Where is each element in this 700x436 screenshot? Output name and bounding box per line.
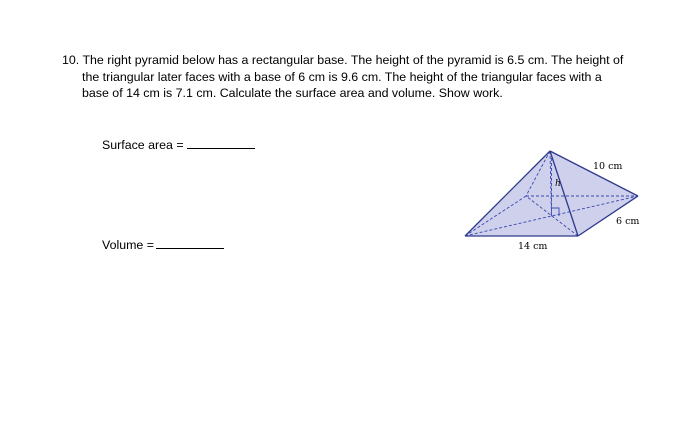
volume-answer — [102, 236, 224, 252]
label-6cm: 6 cm — [616, 216, 640, 227]
surface-area-blank[interactable] — [187, 136, 255, 149]
label-14cm: 14 cm — [518, 241, 548, 252]
surface-area-answer — [102, 136, 255, 152]
question-line-3: base of 14 cm is 7.1 cm. Calculate the surface area and volume. Show work. — [82, 86, 503, 100]
label-h: h — [555, 179, 561, 189]
question-text — [62, 52, 662, 102]
question-line-1: 10. The right pyramid below has a rectangular base. The height of the pyramid is 6.5 cm. The height of — [62, 53, 624, 67]
question-line-2: the triangular later faces with a base of 6 cm is 9.6 cm. The height of the triangular faces with a — [82, 69, 602, 84]
surface-area-label: Surface area = — [102, 138, 184, 152]
pyramid-figure — [460, 146, 650, 258]
volume-blank[interactable] — [156, 236, 224, 249]
volume-label: Volume = — [102, 238, 155, 252]
label-10cm: 10 cm — [593, 161, 623, 172]
